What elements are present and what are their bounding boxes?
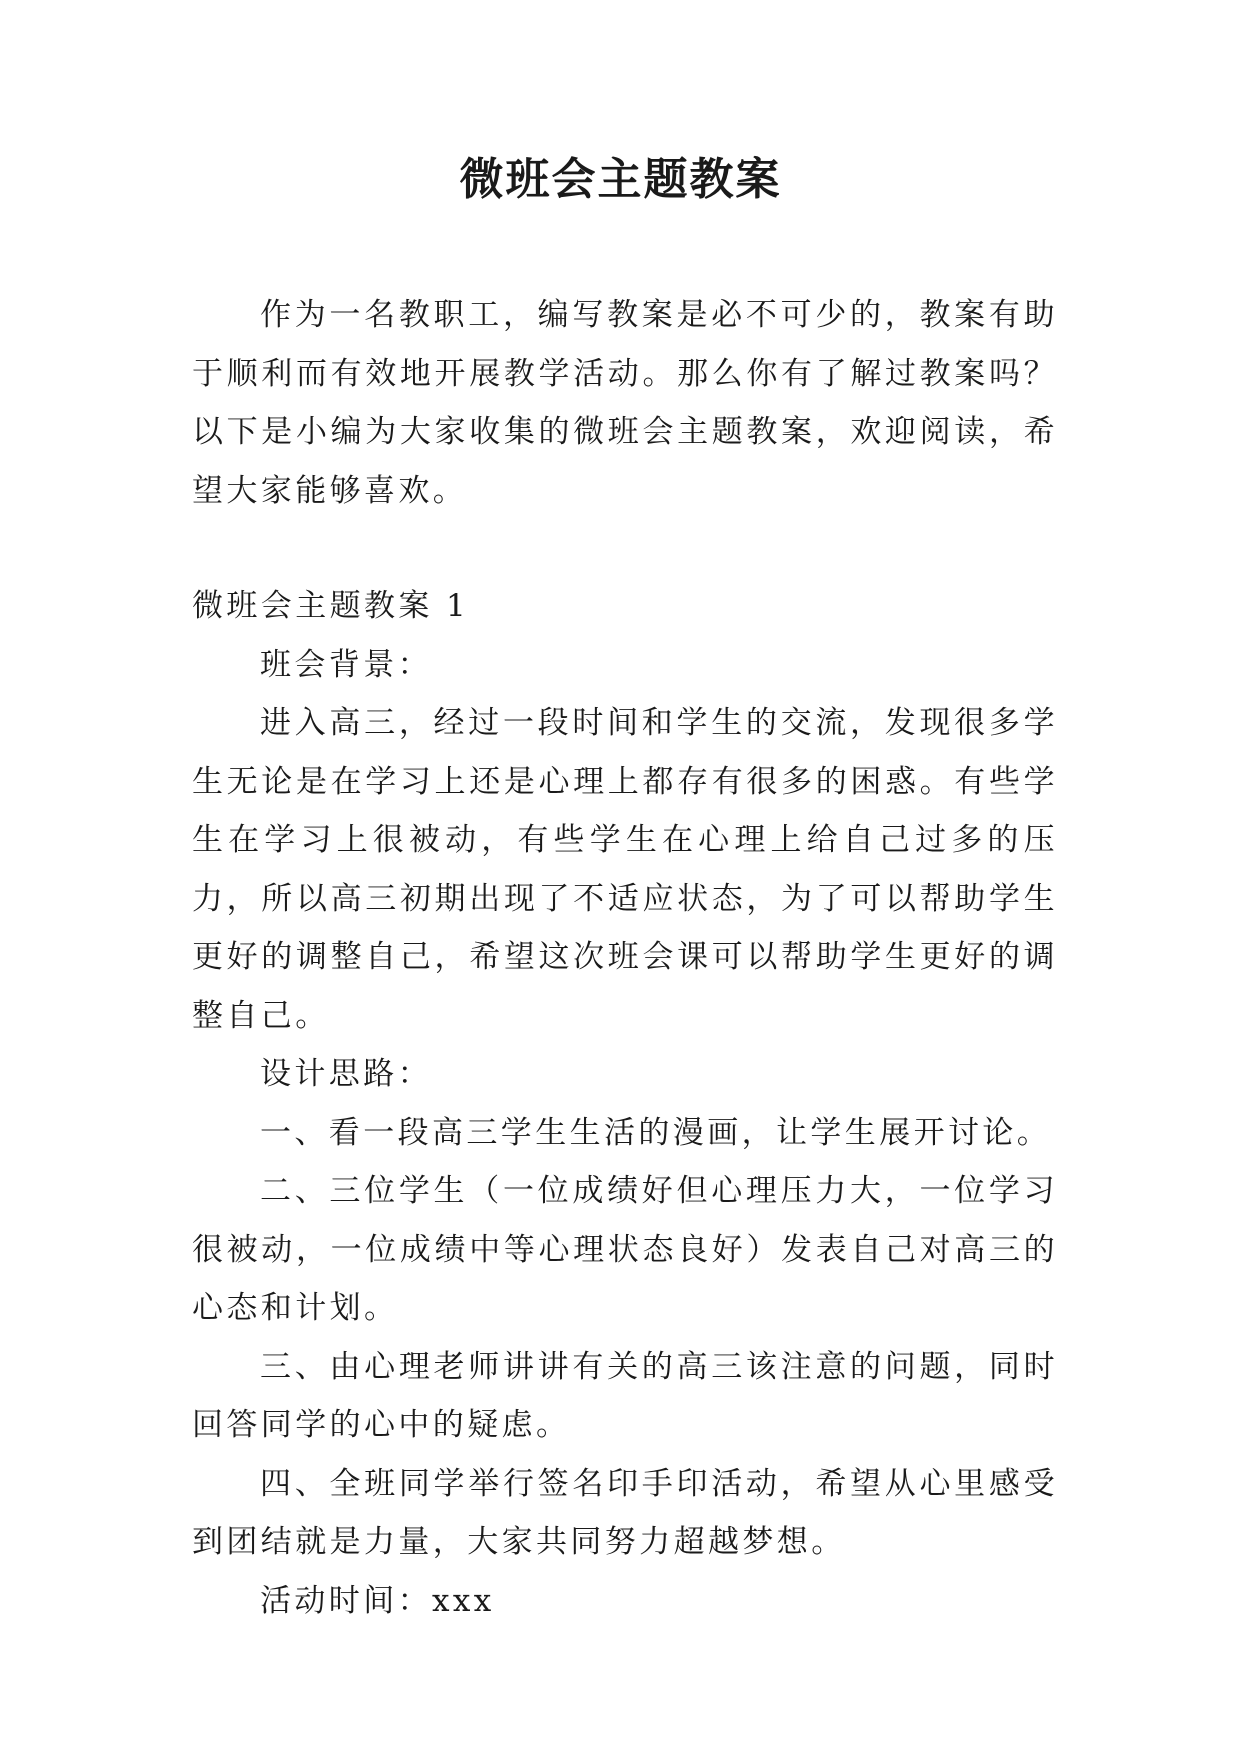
- document-title: 微班会主题教案: [459, 154, 782, 205]
- design-step-4: 四、全班同学举行签名印手印活动，希望从心里感受到团结就是力量，大家共同努力超越梦想。: [192, 1465, 1058, 1560]
- design-step-3: 三、由心理老师讲讲有关的高三该注意的问题，同时回答同学的心中的疑虑。: [192, 1348, 1058, 1443]
- intro-paragraph: 作为一名教职工，编写教案是必不可少的，教案有助于顺利而有效地开展教学活动。那么你有了解过教案吗？以下是小编为大家收集的微班会主题教案，欢迎阅读，希望大家能够喜欢。: [192, 297, 1058, 509]
- document-body: [192, 286, 1058, 1630]
- activity-time: 活动时间：xxx: [260, 1582, 495, 1619]
- design-label: 设计思路：: [260, 1056, 432, 1092]
- background-paragraph: 进入高三，经过一段时间和学生的交流，发现很多学生无论是在学习上还是心理上都存有很多的困惑。有些学生在学习上很被动，有些学生在心理上给自己过多的压力，所以高三初期出现了不适应状态，为了可以帮助学生更好的调整自己，希望这次班会课可以帮助学生更好的调整自己。: [192, 705, 1058, 1034]
- section-heading: 微班会主题教案 1: [192, 588, 470, 624]
- design-step-2: 二、三位学生（一位成绩好但心理压力大，一位学习很被动，一位成绩中等心理状态良好）发表自己对高三的心态和计划。: [192, 1173, 1058, 1326]
- background-label: 班会背景：: [260, 646, 432, 683]
- design-step-1: 一、看一段高三学生生活的漫画，让学生展开讨论。: [260, 1114, 1052, 1151]
